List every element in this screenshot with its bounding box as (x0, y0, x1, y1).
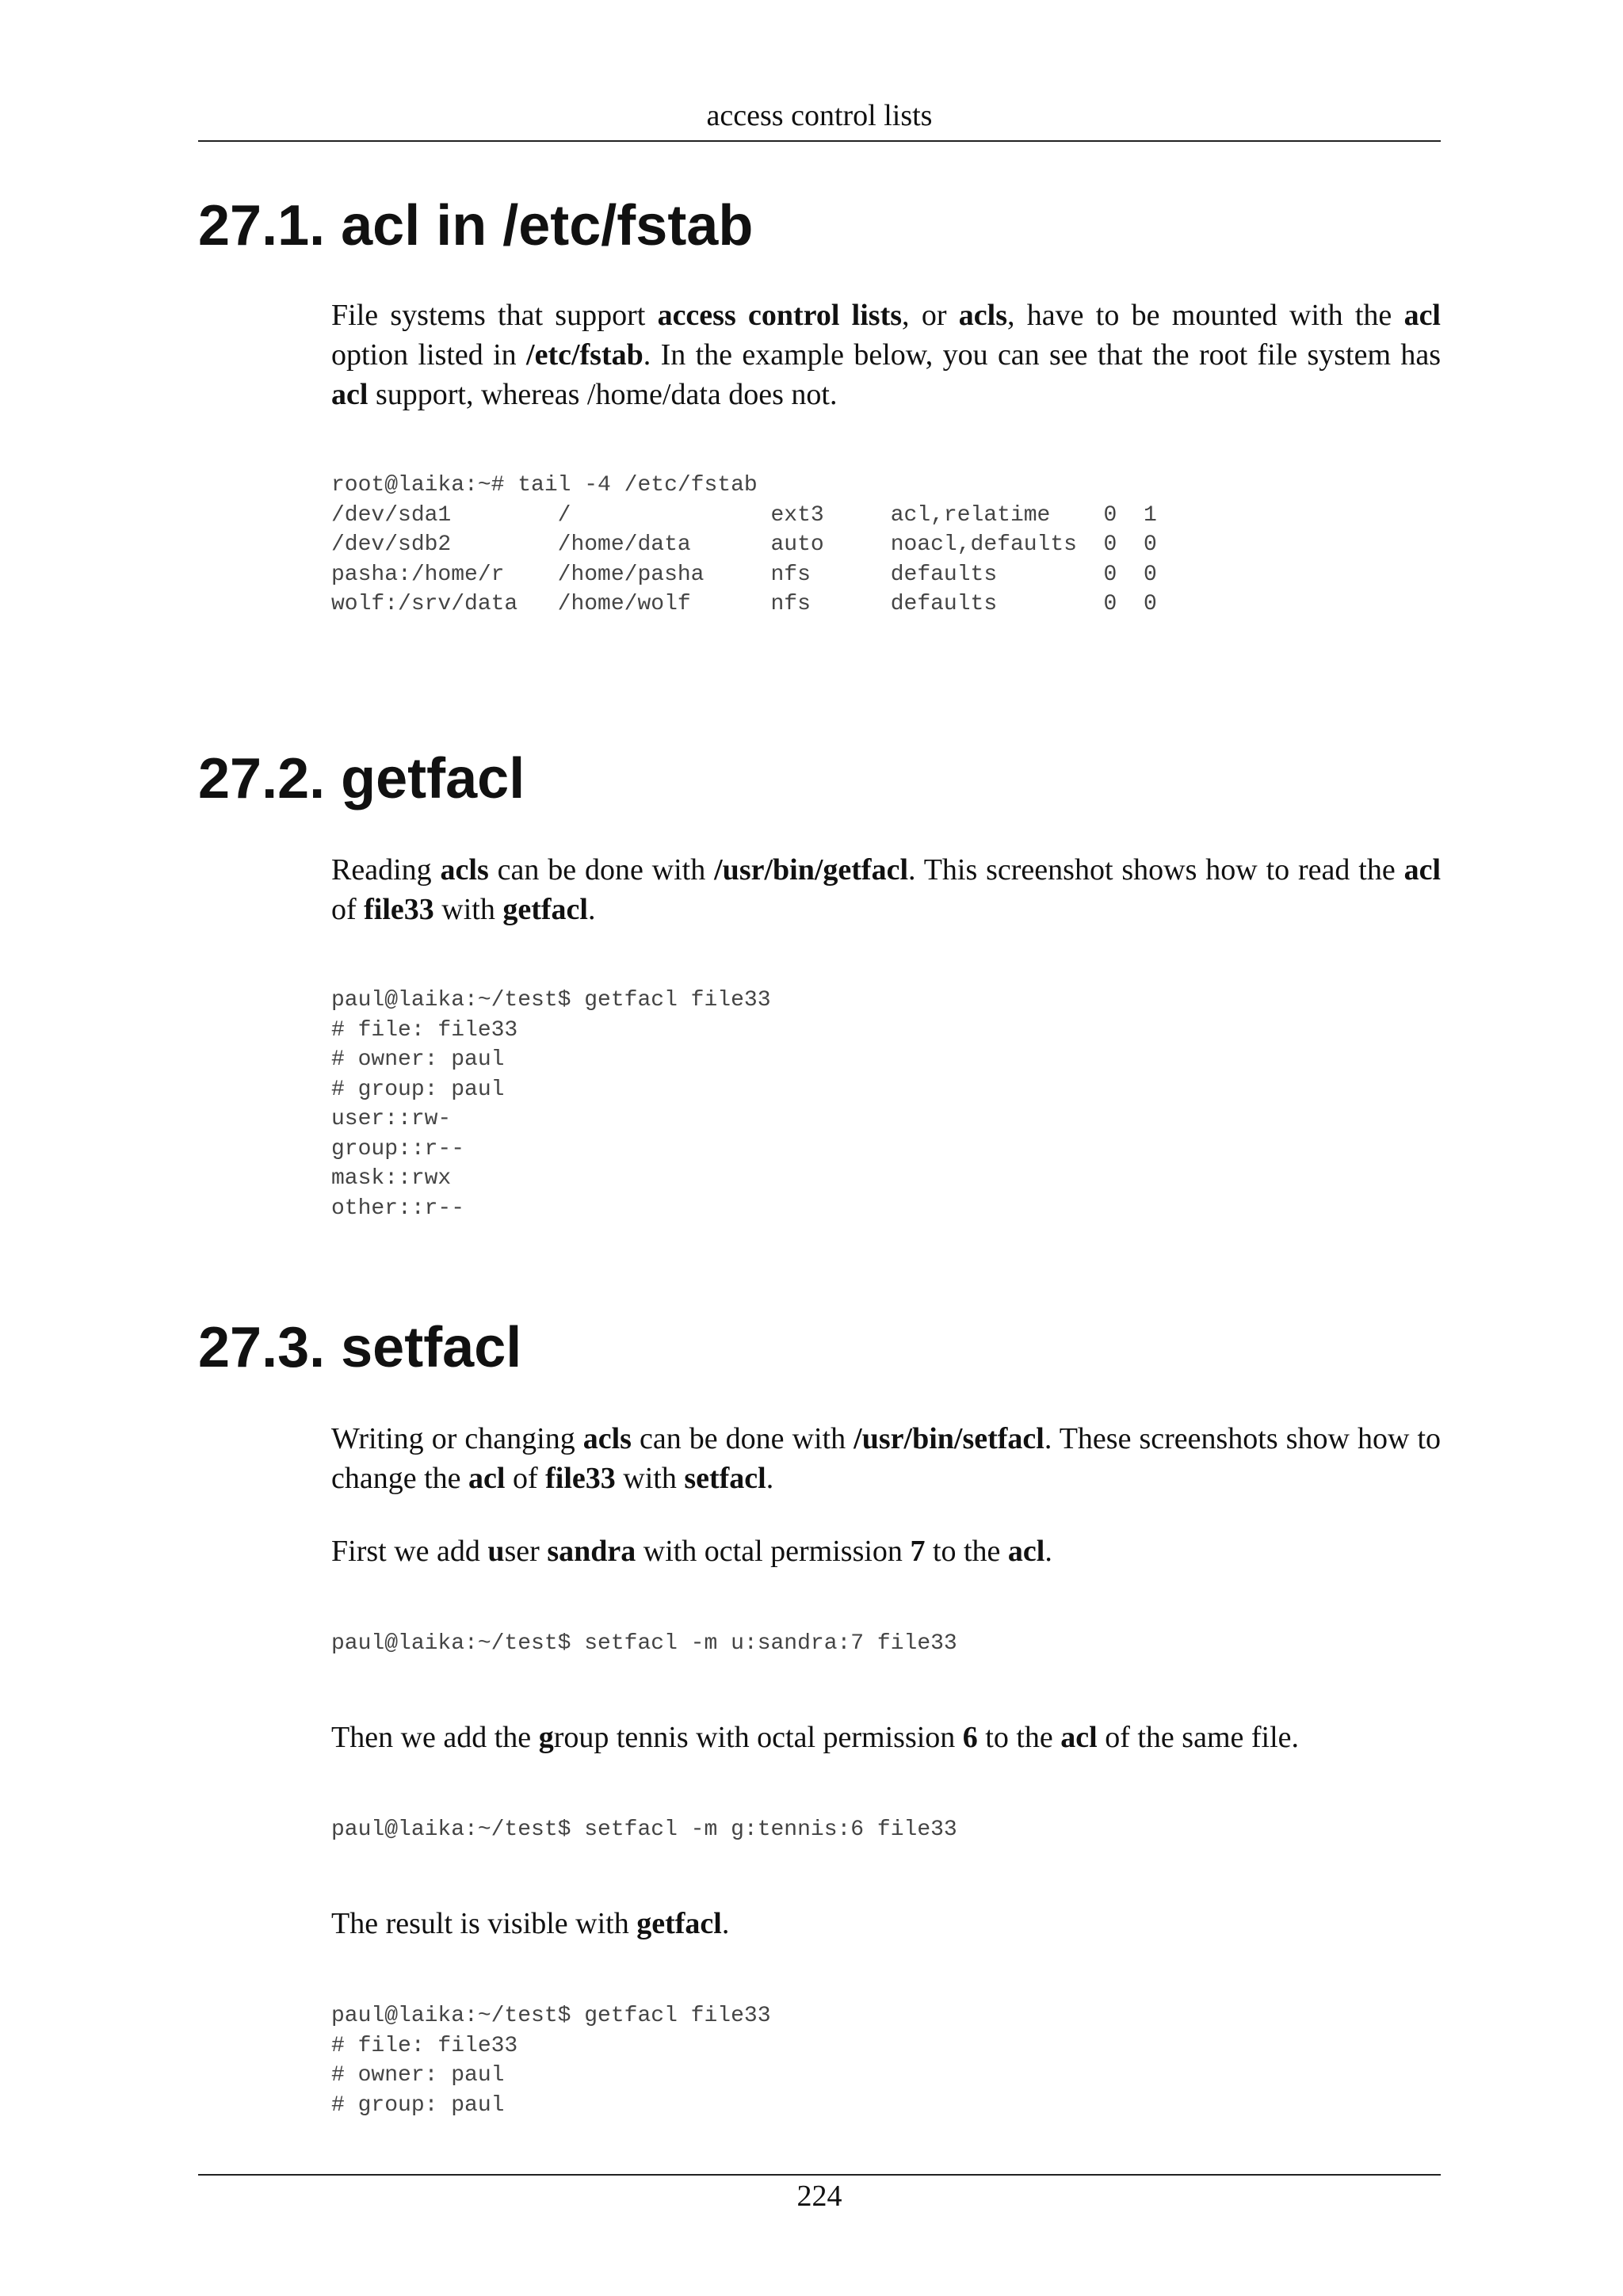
code-line: /dev/sdb2 /home/data auto noacl,defaults 0 0 (331, 532, 1157, 557)
code-block-getfacl (331, 986, 771, 1223)
text-run: , or (902, 299, 959, 332)
bold-term: acl (331, 378, 369, 411)
section-title-setfacl: 27.3. setfacl (198, 1316, 522, 1379)
code-line: # owner: paul (331, 1047, 505, 1072)
bold-term: acl (1007, 1535, 1045, 1568)
paragraph-setfacl-intro (331, 1419, 1441, 1498)
text-run: . (721, 1907, 730, 1940)
bold-term: acls (582, 1422, 632, 1455)
code-line: paul@laika:~/test$ setfacl -m g:tennis:6 file33 (331, 1817, 957, 1842)
bold-term: access control lists (657, 299, 903, 332)
code-line: # file: file33 (331, 2033, 518, 2058)
code-line: /dev/sda1 / ext3 acl,relatime 0 1 (331, 502, 1157, 528)
text-run: . This screenshot shows how to read the (908, 853, 1404, 887)
bold-term: /usr/bin/setfacl (854, 1422, 1044, 1455)
text-run: Then we add the (331, 1721, 539, 1754)
bold-term: u (487, 1535, 505, 1568)
text-run: . (766, 1462, 774, 1495)
code-line: group::r-- (331, 1136, 465, 1161)
bold-term: acls (440, 853, 489, 887)
text-run: roup tennis with octal permission (553, 1721, 963, 1754)
code-block-fstab (331, 471, 1157, 620)
bold-term: /etc/fstab (526, 338, 643, 372)
code-line: # group: paul (331, 2092, 505, 2118)
code-line: paul@laika:~/test$ getfacl file33 (331, 988, 771, 1013)
text-run: support, whereas /home/data does not. (368, 378, 838, 411)
bold-term: getfacl (502, 893, 588, 926)
bold-term: acl (468, 1462, 506, 1495)
text-run: of (505, 1462, 546, 1495)
bold-term: 7 (910, 1535, 926, 1568)
code-line: root@laika:~# tail -4 /etc/fstab (331, 473, 758, 498)
code-line: wolf:/srv/data /home/wolf nfs defaults 0 0 (331, 592, 1157, 616)
code-block-getfacl-result (331, 2001, 771, 2120)
text-run: can be done with (631, 1422, 854, 1455)
text-run: . These screenshots show how to change the (331, 1422, 1441, 1495)
text-run: . (1044, 1535, 1052, 1568)
text-run: with octal permission (636, 1535, 911, 1568)
paragraph-getfacl-intro (331, 850, 1441, 929)
code-block-setfacl-group (331, 1815, 957, 1845)
bold-term: setfacl (684, 1462, 766, 1495)
code-line: other::r-- (331, 1196, 465, 1221)
code-line: paul@laika:~/test$ getfacl file33 (331, 2004, 771, 2028)
bold-term: 6 (962, 1721, 978, 1754)
bold-term: acl (1060, 1721, 1098, 1754)
text-run: . (587, 893, 596, 926)
text-run: File systems that support (331, 299, 658, 332)
text-run: First we add (331, 1535, 488, 1568)
code-line: # owner: paul (331, 2063, 505, 2088)
bold-term: acl (1403, 853, 1442, 887)
paragraph-result-getfacl (331, 1904, 1441, 1943)
text-run: can be done with (488, 853, 715, 887)
text-run: to the (977, 1721, 1061, 1754)
text-run: , have to be mounted with the (1006, 299, 1404, 332)
text-run: . In the example below, you can see that the root file system has (643, 338, 1441, 372)
bold-term: file33 (364, 893, 434, 926)
section-title-getfacl: 27.2. getfacl (198, 747, 525, 810)
bold-term: sandra (547, 1535, 636, 1568)
text-run: ser (504, 1535, 548, 1568)
bold-term: g (538, 1721, 554, 1754)
code-line: user::rw- (331, 1107, 452, 1131)
code-line: # file: file33 (331, 1017, 518, 1043)
text-run: with (433, 893, 503, 926)
text-run: option listed in (331, 338, 527, 372)
header-divider (198, 140, 1441, 142)
text-run: with (615, 1462, 685, 1495)
text-run: of the same file. (1097, 1721, 1300, 1754)
text-run: Writing or changing (331, 1422, 583, 1455)
running-header: access control lists (706, 99, 933, 132)
text-run: of (331, 893, 365, 926)
section-title-acl-in-fstab: 27.1. acl in /etc/fstab (198, 194, 754, 257)
bold-term: acls (958, 299, 1007, 332)
code-block-setfacl-user (331, 1629, 957, 1659)
bold-term: file33 (545, 1462, 616, 1495)
bold-term: acl (1403, 299, 1441, 332)
page-number: 224 (796, 2180, 842, 2213)
paragraph-acl-fstab-intro (331, 296, 1441, 414)
text-run: Reading (331, 853, 441, 887)
text-run: The result is visible with (331, 1907, 637, 1940)
bold-term: /usr/bin/getfacl (714, 853, 909, 887)
paragraph-add-user-sandra (331, 1531, 1441, 1571)
code-line: paul@laika:~/test$ setfacl -m u:sandra:7 file33 (331, 1631, 957, 1656)
text-run: to the (925, 1535, 1008, 1568)
paragraph-add-group-tennis (331, 1718, 1441, 1757)
code-line: mask::rwx (331, 1166, 452, 1191)
code-line: # group: paul (331, 1077, 505, 1102)
bold-term: getfacl (636, 1907, 722, 1940)
code-line: pasha:/home/r /home/pasha nfs defaults 0 0 (331, 562, 1157, 587)
